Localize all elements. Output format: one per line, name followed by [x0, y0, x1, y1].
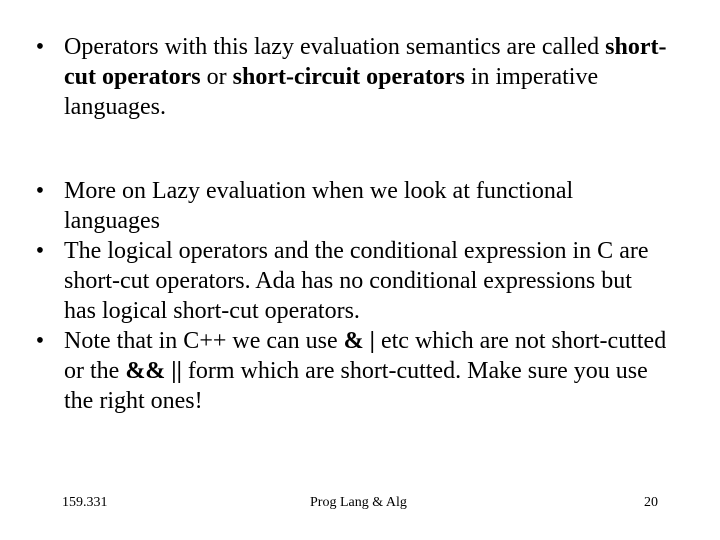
bullet-dot-icon: •: [35, 178, 45, 204]
footer-course-code: 159.331: [62, 495, 108, 510]
bullet-text-bold: ||: [171, 358, 182, 384]
bullet-text: More on Lazy evaluation when we look at functional languages: [64, 178, 574, 234]
footer-title: Prog Lang & Alg: [310, 495, 407, 510]
bullet-item: [28, 32, 668, 122]
bullet-item: [28, 236, 668, 326]
bullet-text: The logical operators and the conditional expression in C are short-cut operators. Ada has no conditional expressions but has logical short-cut operators.: [64, 238, 649, 324]
bullet-text-bold: short-cut operators: [64, 34, 667, 90]
bullet-text-bold: |: [369, 328, 375, 354]
bullet-text-bold: &&: [125, 358, 166, 384]
bullet-text-bold: &: [343, 328, 364, 354]
bullet-text: form which are short-cutted. Make sure you use the right ones!: [64, 358, 648, 414]
bullet-item: [28, 176, 668, 236]
bullet-text: Operators with this lazy evaluation semantics are called: [64, 34, 606, 60]
bullet-text: etc which are not short-cutted or the: [64, 328, 667, 384]
bullet-text: in imperative languages.: [64, 64, 599, 120]
bullet-list-bottom: [28, 176, 668, 416]
footer-page-number: 20: [644, 495, 658, 510]
bullet-text: or: [200, 64, 233, 90]
bullet-text-bold: short-circuit operators: [232, 64, 465, 90]
bullet-dot-icon: •: [35, 238, 45, 264]
bullet-text: Note that in C++ we can use: [64, 328, 344, 354]
bullet-dot-icon: •: [35, 34, 45, 60]
bullet-dot-icon: •: [35, 328, 45, 354]
bullet-list-top: [28, 32, 668, 122]
bullet-item: [28, 326, 668, 416]
